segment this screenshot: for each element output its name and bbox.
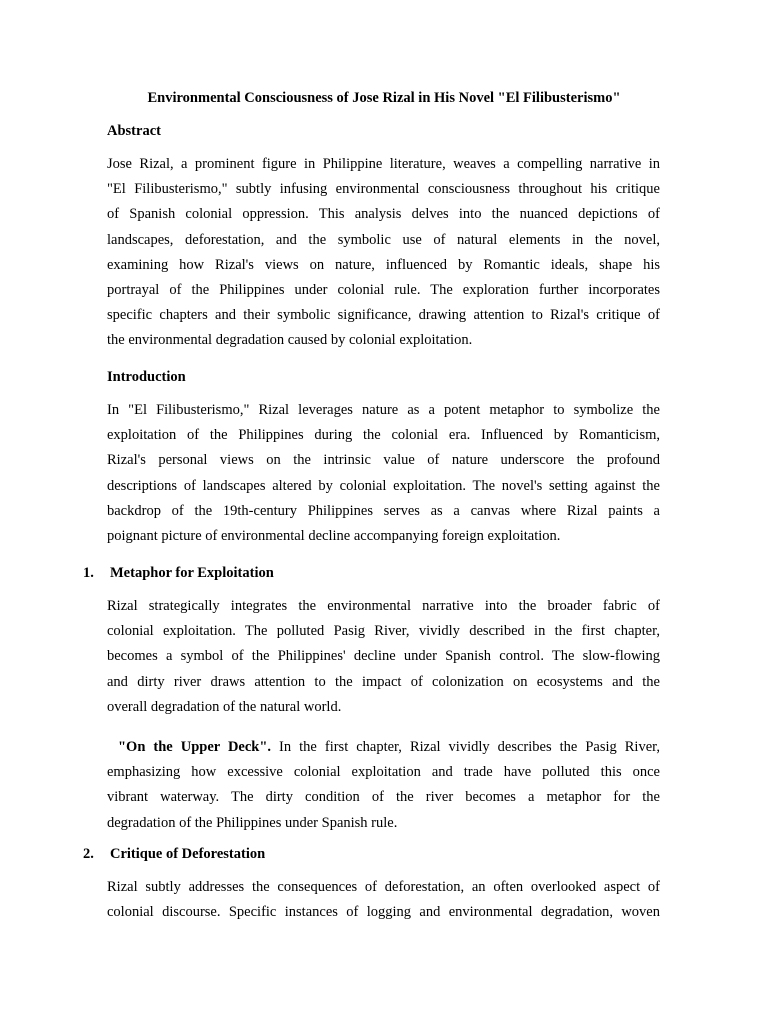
section-title: Critique of Deforestation xyxy=(110,846,266,862)
chapter-paragraph xyxy=(107,735,660,836)
paragraph-line: exploitation of the Philippines during the colonial era. Influenced by Romanticism, xyxy=(107,427,660,444)
paragraph-line: of Spanish colonial oppression. This analysis delves into the nuanced depictions of xyxy=(107,206,660,223)
paragraph-line: specific chapters and their symbolic significance, drawing attention to Rizal's critique of xyxy=(107,307,660,324)
paragraph-line: In "El Filibusterismo," Rizal leverages nature as a potent metaphor to symbolize the xyxy=(107,402,660,418)
paragraph-line: colonial discourse. Specific instances of logging and environmental degradation, woven xyxy=(107,904,660,921)
abstract-heading: Abstract xyxy=(107,123,161,139)
introduction-heading: Introduction xyxy=(107,369,186,385)
paragraph-line: portrayal of the Philippines under colonial rule. The exploration further incorporates xyxy=(107,281,660,298)
paragraph-line: landscapes, deforestation, and the symbolic use of natural elements in the novel, xyxy=(107,231,660,248)
paragraph-line: Rizal strategically integrates the environmental narrative into the broader fabric of xyxy=(107,598,660,614)
chapter-title: "On the Upper Deck". xyxy=(118,739,272,755)
paragraph-line: and dirty river draws attention to the impact of colonization on ecosystems and the xyxy=(107,673,660,690)
paragraph-line: colonial exploitation. The polluted Pasig River, vividly described in the first chapter, xyxy=(107,623,660,640)
section-2-paragraph xyxy=(107,875,660,925)
paragraph-line: poignant picture of environmental decline accompanying foreign exploitation. xyxy=(107,527,561,544)
section-number: 1. xyxy=(83,565,94,581)
paragraph-line: emphasizing how excessive colonial exploitation and trade have polluted this once xyxy=(107,764,660,781)
paragraph-line: vibrant waterway. The dirty condition of the river becomes a metaphor for the xyxy=(107,789,660,806)
section-title: Metaphor for Exploitation xyxy=(110,565,274,581)
paragraph-line: overall degradation of the natural world. xyxy=(107,698,342,715)
paragraph-line: becomes a symbol of the Philippines' decline under Spanish control. The slow-flowing xyxy=(107,648,660,665)
section-number: 2. xyxy=(83,846,94,862)
paragraph-line: Rizal subtly addresses the consequences of deforestation, an often overlooked aspect of xyxy=(107,879,660,895)
section-1-heading xyxy=(83,563,274,583)
paragraph-line: examining how Rizal's views on nature, influenced by Romantic ideals, shape his xyxy=(107,256,660,273)
introduction-paragraph xyxy=(107,398,660,549)
abstract-paragraph xyxy=(107,152,660,354)
paragraph-line xyxy=(107,735,660,760)
paragraph-line: descriptions of landscapes altered by colonial exploitation. The novel's setting against the xyxy=(107,477,660,494)
paragraph-line: the environmental degradation caused by colonial exploitation. xyxy=(107,332,473,349)
paragraph-line: "El Filibusterismo," subtly infusing environmental consciousness throughout his critique xyxy=(107,181,660,198)
section-1-paragraph xyxy=(107,594,660,720)
chapter-line-rest: In the first chapter, Rizal vividly describes the Pasig River, xyxy=(271,739,661,755)
document-title: Environmental Consciousness of Jose Rizal in His Novel "El Filibusterismo" xyxy=(147,90,621,106)
section-2-heading xyxy=(83,844,265,864)
paragraph-line: Rizal's personal views on the intrinsic value of nature underscore the profound xyxy=(107,452,660,469)
paragraph-line: backdrop of the 19th-century Philippines serves as a canvas where Rizal paints a xyxy=(107,502,660,519)
paragraph-line: degradation of the Philippines under Spanish rule. xyxy=(107,814,398,831)
paragraph-line: Jose Rizal, a prominent figure in Philippine literature, weaves a compelling narrative in xyxy=(107,156,660,172)
